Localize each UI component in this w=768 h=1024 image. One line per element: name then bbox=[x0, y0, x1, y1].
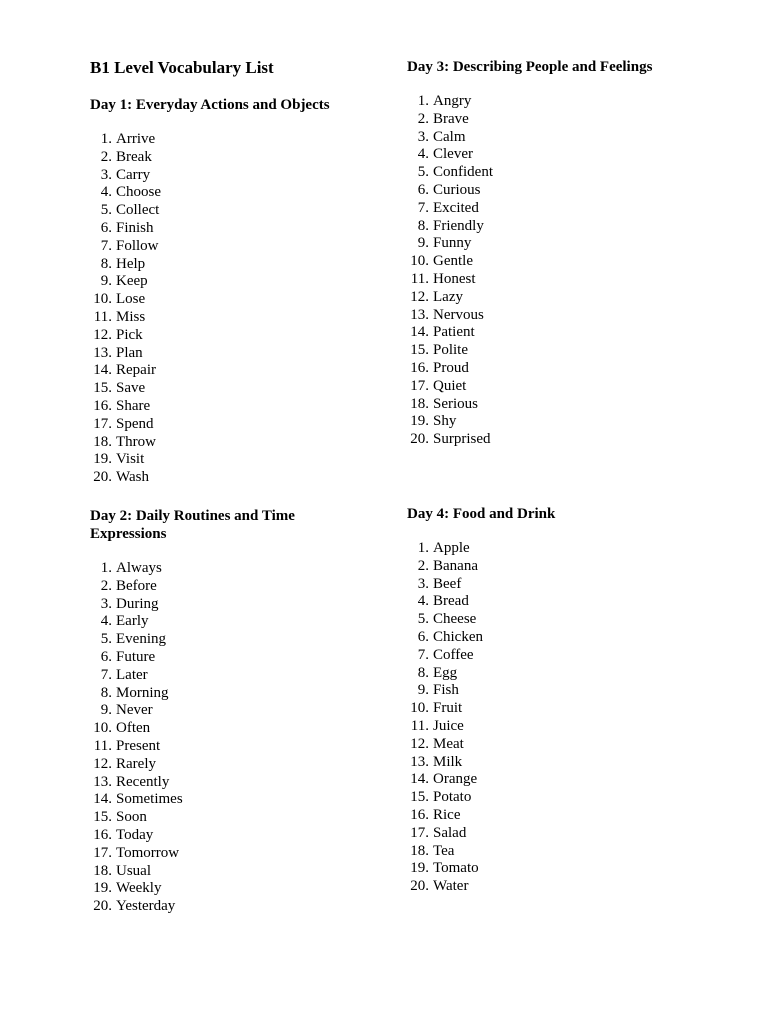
list-item bbox=[407, 360, 493, 378]
list-item-word: Save bbox=[116, 380, 146, 397]
list-item-word: Shy bbox=[433, 413, 457, 430]
list-item-word: Before bbox=[116, 577, 157, 594]
list-item-number: 6. bbox=[417, 181, 429, 198]
list-item-word: Brave bbox=[433, 110, 469, 127]
list-item-number: 4. bbox=[100, 613, 112, 630]
list-item bbox=[90, 863, 183, 881]
list-item-word: Rarely bbox=[116, 755, 156, 772]
list-item bbox=[90, 578, 183, 596]
list-item-word: Wash bbox=[116, 469, 149, 486]
list-item-word: Early bbox=[116, 613, 149, 630]
list-item bbox=[407, 431, 493, 449]
list-item bbox=[407, 271, 493, 289]
list-item-number: 15. bbox=[93, 809, 112, 826]
list-item-number: 1. bbox=[100, 560, 112, 576]
list-item-word: Follow bbox=[116, 237, 159, 254]
list-item-number: 9. bbox=[100, 702, 112, 719]
list-item-word: Meat bbox=[433, 735, 464, 752]
list-item bbox=[407, 396, 493, 414]
list-item-word: Choose bbox=[116, 184, 161, 201]
document-title: B1 Level Vocabulary List bbox=[90, 58, 274, 77]
list-item-number: 18. bbox=[410, 395, 429, 412]
list-item-word: Sometimes bbox=[116, 791, 183, 808]
list-item-number: 7. bbox=[417, 646, 429, 663]
list-item-word: Tea bbox=[433, 842, 455, 859]
list-item-number: 9. bbox=[100, 273, 112, 290]
list-item bbox=[90, 273, 161, 291]
list-item-word: Morning bbox=[116, 684, 169, 701]
list-item-word: Salad bbox=[433, 824, 467, 841]
section-heading-day-3: Day 3: Describing People and Feelings bbox=[407, 59, 653, 75]
list-item bbox=[90, 596, 183, 614]
list-item bbox=[407, 111, 493, 129]
list-item-number: 2. bbox=[417, 557, 429, 574]
word-list-day-3 bbox=[407, 93, 493, 449]
list-item bbox=[407, 700, 483, 718]
list-item bbox=[407, 860, 483, 878]
list-item bbox=[90, 667, 183, 685]
list-item-number: 2. bbox=[417, 110, 429, 127]
list-item-number: 18. bbox=[93, 433, 112, 450]
list-item-number: 20. bbox=[93, 469, 112, 486]
list-item bbox=[90, 613, 183, 631]
list-item bbox=[407, 629, 483, 647]
list-item-word: Share bbox=[116, 397, 151, 414]
list-item bbox=[407, 253, 493, 271]
list-item bbox=[90, 220, 161, 238]
list-item-word: Patient bbox=[433, 324, 475, 341]
list-item-number: 14. bbox=[410, 771, 429, 788]
list-item-number: 7. bbox=[100, 237, 112, 254]
list-item-number: 16. bbox=[93, 397, 112, 414]
list-item-word: Fruit bbox=[433, 700, 463, 717]
list-item-word: Angry bbox=[433, 93, 472, 109]
list-item-word: Pick bbox=[116, 326, 143, 343]
list-item bbox=[90, 738, 183, 756]
list-item-number: 19. bbox=[93, 451, 112, 468]
list-item-number: 3. bbox=[100, 595, 112, 612]
list-item-number: 20. bbox=[410, 878, 429, 895]
list-item bbox=[90, 845, 183, 863]
list-item bbox=[407, 235, 493, 253]
list-item-number: 20. bbox=[410, 431, 429, 448]
list-item-number: 13. bbox=[93, 773, 112, 790]
list-item-word: Repair bbox=[116, 362, 156, 379]
list-item-word: Usual bbox=[116, 862, 151, 879]
list-item-number: 2. bbox=[100, 148, 112, 165]
list-item bbox=[90, 560, 183, 578]
list-item-number: 5. bbox=[417, 164, 429, 181]
list-item-number: 11. bbox=[410, 270, 429, 287]
list-item-number: 8. bbox=[100, 684, 112, 701]
list-item bbox=[407, 682, 483, 700]
list-item-number: 2. bbox=[100, 577, 112, 594]
list-item bbox=[90, 827, 183, 845]
list-item bbox=[407, 789, 483, 807]
list-item-number: 15. bbox=[410, 342, 429, 359]
list-item bbox=[407, 200, 493, 218]
list-item-word: Spend bbox=[116, 415, 154, 432]
list-item-word: Lazy bbox=[433, 288, 463, 305]
list-item-number: 11. bbox=[93, 737, 112, 754]
list-item-number: 6. bbox=[100, 219, 112, 236]
list-item-number: 14. bbox=[410, 324, 429, 341]
list-item-word: Polite bbox=[433, 342, 469, 359]
list-item-number: 19. bbox=[410, 413, 429, 430]
list-item-number: 7. bbox=[100, 666, 112, 683]
list-item-number: 18. bbox=[410, 842, 429, 859]
list-item bbox=[90, 451, 161, 469]
list-item bbox=[407, 754, 483, 772]
list-item-number: 4. bbox=[100, 184, 112, 201]
list-item-number: 7. bbox=[417, 199, 429, 216]
list-item bbox=[90, 685, 183, 703]
list-item-word: Serious bbox=[433, 395, 478, 412]
list-item-word: Milk bbox=[433, 753, 463, 770]
list-item bbox=[90, 756, 183, 774]
list-item bbox=[407, 164, 493, 182]
list-item-number: 15. bbox=[410, 789, 429, 806]
list-item-word: Bread bbox=[433, 593, 469, 610]
list-item bbox=[407, 843, 483, 861]
list-item-number: 9. bbox=[417, 235, 429, 252]
list-item bbox=[407, 593, 483, 611]
list-item-number: 12. bbox=[93, 755, 112, 772]
section-heading-day-2: Day 2: Daily Routines and Time Expressions bbox=[90, 508, 295, 542]
list-item bbox=[90, 238, 161, 256]
list-item bbox=[407, 324, 493, 342]
list-item-word: Fish bbox=[433, 682, 459, 699]
list-item bbox=[90, 631, 183, 649]
list-item bbox=[407, 540, 483, 558]
list-item-number: 12. bbox=[410, 288, 429, 305]
list-item-number: 13. bbox=[93, 344, 112, 361]
list-item-number: 11. bbox=[410, 717, 429, 734]
section-heading-day-4: Day 4: Food and Drink bbox=[407, 506, 556, 522]
list-item-word: Evening bbox=[116, 631, 166, 648]
list-item-number: 17. bbox=[93, 844, 112, 861]
list-item bbox=[90, 416, 161, 434]
list-item bbox=[407, 647, 483, 665]
list-item bbox=[407, 611, 483, 629]
list-item bbox=[407, 93, 493, 111]
list-item-number: 8. bbox=[417, 664, 429, 681]
list-item bbox=[407, 289, 493, 307]
list-item bbox=[90, 702, 183, 720]
word-list-day-1 bbox=[90, 131, 161, 487]
list-item-number: 17. bbox=[93, 415, 112, 432]
list-item-word: Break bbox=[116, 148, 152, 165]
list-item bbox=[407, 182, 493, 200]
list-item bbox=[90, 898, 183, 916]
list-item-word: Carry bbox=[116, 166, 151, 183]
list-item bbox=[407, 878, 483, 896]
list-item-number: 11. bbox=[93, 308, 112, 325]
list-item-word: Soon bbox=[116, 809, 147, 826]
list-item-word: Water bbox=[433, 878, 469, 895]
list-item bbox=[407, 218, 493, 236]
list-item-word: Excited bbox=[433, 199, 479, 216]
list-item bbox=[90, 327, 161, 345]
list-item-word: Calm bbox=[433, 128, 466, 145]
list-item-number: 8. bbox=[417, 217, 429, 234]
list-item-word: Chicken bbox=[433, 628, 483, 645]
list-item-number: 19. bbox=[93, 880, 112, 897]
list-item-number: 4. bbox=[417, 146, 429, 163]
list-item-word: Throw bbox=[116, 433, 156, 450]
list-item-number: 10. bbox=[410, 253, 429, 270]
list-item-word: Often bbox=[116, 720, 151, 737]
list-item-word: Gentle bbox=[433, 253, 473, 270]
list-item-word: Weekly bbox=[116, 880, 162, 897]
list-item-number: 10. bbox=[410, 700, 429, 717]
list-item-number: 3. bbox=[417, 128, 429, 145]
list-item bbox=[90, 791, 183, 809]
list-item-word: Nervous bbox=[433, 306, 484, 323]
list-item-number: 3. bbox=[417, 575, 429, 592]
list-item-number: 16. bbox=[93, 826, 112, 843]
list-item-word: Curious bbox=[433, 181, 481, 198]
list-item-number: 1. bbox=[100, 131, 112, 147]
list-item-number: 19. bbox=[410, 860, 429, 877]
list-item bbox=[407, 146, 493, 164]
list-item-word: Honest bbox=[433, 270, 476, 287]
list-item-number: 12. bbox=[410, 735, 429, 752]
list-item bbox=[90, 184, 161, 202]
list-item-word: Visit bbox=[116, 451, 145, 468]
list-item bbox=[90, 398, 161, 416]
list-item-word: Later bbox=[116, 666, 148, 683]
list-item-number: 20. bbox=[93, 898, 112, 915]
list-item bbox=[90, 809, 183, 827]
list-item-number: 9. bbox=[417, 682, 429, 699]
list-item-word: Arrive bbox=[116, 131, 156, 147]
list-item-number: 16. bbox=[410, 359, 429, 376]
list-item bbox=[407, 718, 483, 736]
list-item-number: 5. bbox=[100, 202, 112, 219]
list-item-word: Tomorrow bbox=[116, 844, 180, 861]
list-item-number: 13. bbox=[410, 753, 429, 770]
list-item-word: Proud bbox=[433, 359, 469, 376]
list-item bbox=[407, 378, 493, 396]
list-item bbox=[90, 720, 183, 738]
list-item-word: Confident bbox=[433, 164, 493, 181]
list-item bbox=[407, 558, 483, 576]
list-item-word: Help bbox=[116, 255, 146, 272]
list-item-number: 6. bbox=[417, 628, 429, 645]
list-item-word: Friendly bbox=[433, 217, 484, 234]
list-item-number: 3. bbox=[100, 166, 112, 183]
list-item-word: Collect bbox=[116, 202, 160, 219]
list-item bbox=[407, 825, 483, 843]
list-item-word: Keep bbox=[116, 273, 148, 290]
list-item-word: Apple bbox=[433, 540, 470, 556]
list-item bbox=[407, 413, 493, 431]
list-item-number: 5. bbox=[417, 611, 429, 628]
list-item-word: Finish bbox=[116, 219, 154, 236]
list-item-number: 13. bbox=[410, 306, 429, 323]
list-item bbox=[90, 291, 161, 309]
list-item bbox=[407, 807, 483, 825]
list-item-word: Cheese bbox=[433, 611, 477, 628]
list-item-word: Rice bbox=[433, 806, 461, 823]
list-item bbox=[90, 362, 161, 380]
list-item-number: 1. bbox=[417, 93, 429, 109]
list-item-word: Present bbox=[116, 737, 161, 754]
list-item bbox=[90, 256, 161, 274]
list-item-number: 8. bbox=[100, 255, 112, 272]
list-item-word: Clever bbox=[433, 146, 473, 163]
list-item-word: Never bbox=[116, 702, 153, 719]
list-item-word: Today bbox=[116, 826, 154, 843]
list-item-word: Quiet bbox=[433, 377, 467, 394]
list-item-word: Future bbox=[116, 648, 156, 665]
list-item bbox=[90, 167, 161, 185]
list-item-word: Banana bbox=[433, 557, 478, 574]
list-item-word: Miss bbox=[116, 308, 146, 325]
list-item bbox=[90, 380, 161, 398]
list-item-number: 4. bbox=[417, 593, 429, 610]
list-item bbox=[90, 309, 161, 327]
list-item bbox=[407, 771, 483, 789]
list-item-number: 1. bbox=[417, 540, 429, 556]
list-item bbox=[90, 202, 161, 220]
list-item-number: 16. bbox=[410, 806, 429, 823]
list-item-number: 14. bbox=[93, 362, 112, 379]
list-item bbox=[90, 774, 183, 792]
list-item bbox=[407, 736, 483, 754]
list-item-number: 17. bbox=[410, 824, 429, 841]
list-item bbox=[407, 665, 483, 683]
list-item bbox=[407, 129, 493, 147]
list-item bbox=[90, 131, 161, 149]
list-item-word: Lose bbox=[116, 291, 146, 308]
list-item-number: 12. bbox=[93, 326, 112, 343]
list-item bbox=[407, 576, 483, 594]
list-item-word: Beef bbox=[433, 575, 462, 592]
list-item-word: Coffee bbox=[433, 646, 474, 663]
list-item-word: Surprised bbox=[433, 431, 491, 448]
list-item-word: During bbox=[116, 595, 159, 612]
list-item-word: Plan bbox=[116, 344, 143, 361]
list-item-word: Funny bbox=[433, 235, 472, 252]
list-item bbox=[90, 880, 183, 898]
list-item-number: 10. bbox=[93, 291, 112, 308]
list-item-number: 14. bbox=[93, 791, 112, 808]
word-list-day-2 bbox=[90, 560, 183, 916]
list-item-number: 17. bbox=[410, 377, 429, 394]
list-item-word: Potato bbox=[433, 789, 472, 806]
list-item-word: Orange bbox=[433, 771, 478, 788]
list-item bbox=[90, 649, 183, 667]
list-item-word: Tomato bbox=[433, 860, 479, 877]
list-item bbox=[90, 149, 161, 167]
list-item bbox=[90, 469, 161, 487]
list-item-word: Egg bbox=[433, 664, 458, 681]
word-list-day-4 bbox=[407, 540, 483, 896]
list-item bbox=[90, 434, 161, 452]
list-item-word: Always bbox=[116, 560, 162, 576]
section-heading-day-1: Day 1: Everyday Actions and Objects bbox=[90, 97, 330, 113]
list-item-number: 5. bbox=[100, 631, 112, 648]
list-item-word: Juice bbox=[433, 717, 464, 734]
list-item bbox=[407, 307, 493, 325]
list-item bbox=[90, 345, 161, 363]
list-item bbox=[407, 342, 493, 360]
list-item-word: Yesterday bbox=[116, 898, 176, 915]
list-item-number: 10. bbox=[93, 720, 112, 737]
list-item-word: Recently bbox=[116, 773, 170, 790]
list-item-number: 18. bbox=[93, 862, 112, 879]
list-item-number: 15. bbox=[93, 380, 112, 397]
list-item-number: 6. bbox=[100, 648, 112, 665]
